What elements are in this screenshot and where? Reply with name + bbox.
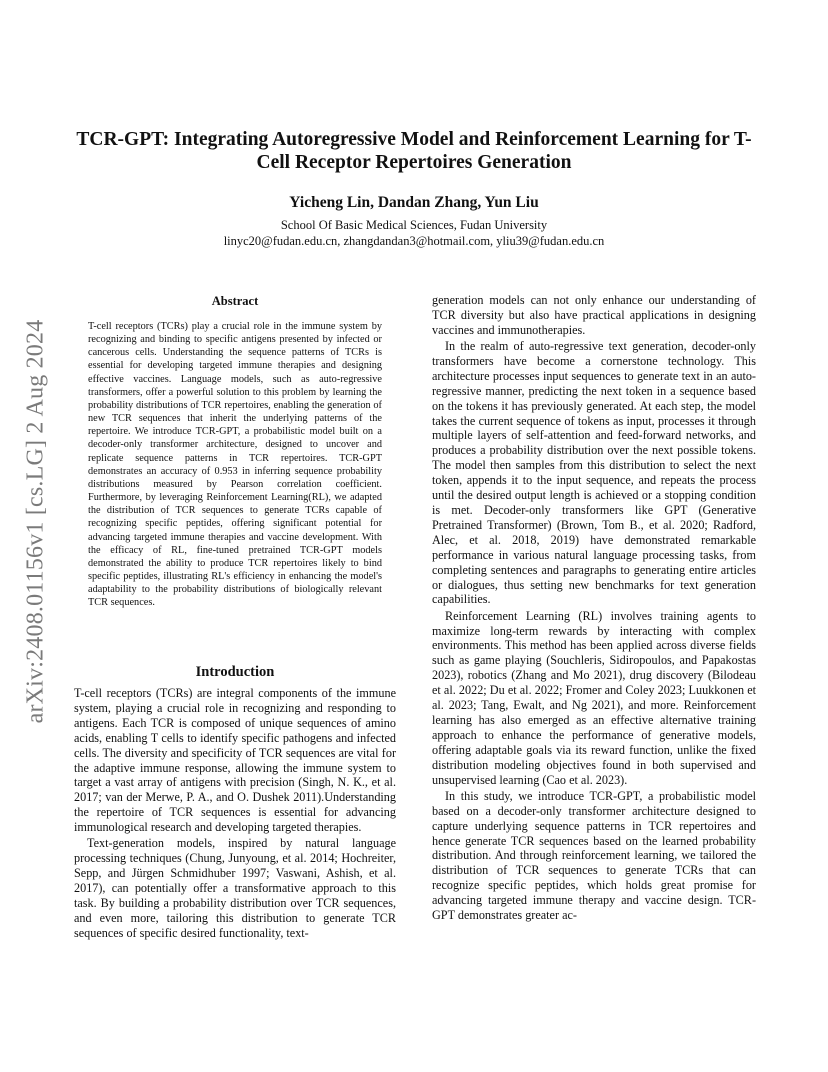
intro-paragraph-3: In the realm of auto-regressive text generation, decoder-only transformers have become a cornerstone technology. This architecture processes input sequences to generate text in an auto-regressive manner, predicting the next token in a sequence based on the tokens it has previously generated. At each step, the model takes the current sequence of tokens as input, processes it through multiple layers of self-attention and feed-forward networks, and produces a probability distribution over the next possible tokens. The model then samples from this distribution to select the next token, appends it to the input sequence, and repeats the process until the desired output length is achieved or a stopping condition is met. Decoder-only transformers like GPT (Generative Pretrained Transformer) (Brown, Tom B., et al. 2020; Radford, Alec, et al. 2018, 2019) have demonstrated remarkable performance in various natural language processing tasks, from completing sentences and paragraphs to generating entire articles or dialogues, thus setting new benchmarks for text generation capabilities. <box>432 339 756 607</box>
author-emails: linyc20@fudan.edu.cn, zhangdandan3@hotmail.com, yliu39@fudan.edu.cn <box>223 234 605 248</box>
arxiv-id-text: arXiv:2408.01156v1 [cs.LG] 2 Aug 2024 <box>22 319 49 723</box>
affiliation: School Of Basic Medical Sciences, Fudan University <box>280 218 548 232</box>
affiliation-block <box>70 217 758 249</box>
left-column-body <box>74 686 396 942</box>
arxiv-side-identifier <box>18 288 54 754</box>
abstract-text: T-cell receptors (TCRs) play a crucial role in the immune system by recognizing and binding to specific antigens presented by infected or cancerous cells. Understanding the sequence patterns of TCRs is essential for developing targeted immune therapies and designing effective vaccines. Language models, such as auto-regressive transformers, offer a powerful solution to this problem by learning the probability distributions of TCR repertoires, enabling the generation of new TCR sequences that inherit the underlying patterns of the repertoire. We introduce TCR-GPT, a probabilistic model built on a decoder-only transformer architecture, designed to uncover and replicate sequence patterns in TCR repertoires. TCR-GPT demonstrates an accuracy of 0.953 in inferring sequence probability distributions measured by Pearson correlation coefficient. Furthermore, by leveraging Reinforcement Learning(RL), we adapted the distribution of TCR sequences to generate TCRs capable of recognizing specific peptides, offering significant potential for advancing targeted immune therapies and vaccine development. With the efficacy of RL, fine-tuned pretrained TCR-GPT models demonstrated the ability to produce TCR repertoires likely to bind specific peptides, illustrating RL's efficiency in enhancing the model's adaptability to the probability distributions of biologically relevant TCR sequences. <box>88 321 382 609</box>
paper-title: TCR-GPT: Integrating Autoregressive Model and Reinforcement Learning for T-Cell Receptor Repertoires Generation <box>76 129 752 173</box>
intro-paragraph-2-continued: generation models can not only enhance our understanding of TCR diversity but also have practical applications in designing vaccines and immunotherapies. <box>432 293 756 337</box>
intro-paragraph-2: Text-generation models, inspired by natural language processing techniques (Chung, Junyoung, et al. 2014; Hochreiter, Sepp, and Jürgen Schmidhuber 1997; Vaswani, Ashish, et al. 2017), can potentially offer a transformative approach to this task. By building a probability distribution over TCR sequences, and even more, tailoring this distribution to generate TCR sequences of specific desired functionality, text- <box>74 836 396 940</box>
introduction-heading: Introduction <box>195 664 275 680</box>
intro-paragraph-4: Reinforcement Learning (RL) involves training agents to maximize long-term rewards by interacting with complex environments. This method has been applied across diverse fields such as game playing (Souchleris, Sidiropoulos, and Papakostas 2023), robotics (Zhang and Mo 2021), drug discovery (Bilodeau et al. 2022; Du et al. 2022; Fromer and Coley 2023; Luukkonen et al. 2023; Tang, Ewalt, and Ng 2021), and more. Reinforcement learning has also emerged as an effective alternative training approach to enhance the performance of generative models, offering adaptable goals via its reward function, unlike the fixed distribution modeling objectives found in both supervised and unsupervised learning (Cao et al. 2023). <box>432 608 756 787</box>
intro-paragraph-1: T-cell receptors (TCRs) are integral components of the immune system, playing a crucial role in recognizing and responding to antigens. Each TCR is composed of unique sequences of amino acids, enabling T cells to identify specific pathogens and infected cells. The diversity and specificity of TCR sequences are vital for the adaptive immune response, allowing the immune system to target a vast array of antigens with precision (Singh, N. K., et al. 2017; van der Merwe, P. A., and O. Dushek 2011).Understanding the repertoire of TCR sequences is essential for advancing immunological research and developing targeted therapies. <box>74 686 396 835</box>
abstract-heading: Abstract <box>211 294 259 308</box>
author-list: Yicheng Lin, Dandan Zhang, Yun Liu <box>289 194 539 211</box>
right-column-body <box>432 293 756 924</box>
intro-paragraph-5: In this study, we introduce TCR-GPT, a probabilistic model based on a decoder-only transformer architecture designed to capture underlying sequence patterns in TCR repertoires and hence generate TCR sequences based on the learned probability distribution. And through reinforcement learning, we tailored the distribution of TCR sequences to generate TCRs that can recognize specific peptides, which holds great promise for advancing targeted immune therapy and vaccine design. TCR-GPT demonstrates greater ac- <box>432 788 756 923</box>
